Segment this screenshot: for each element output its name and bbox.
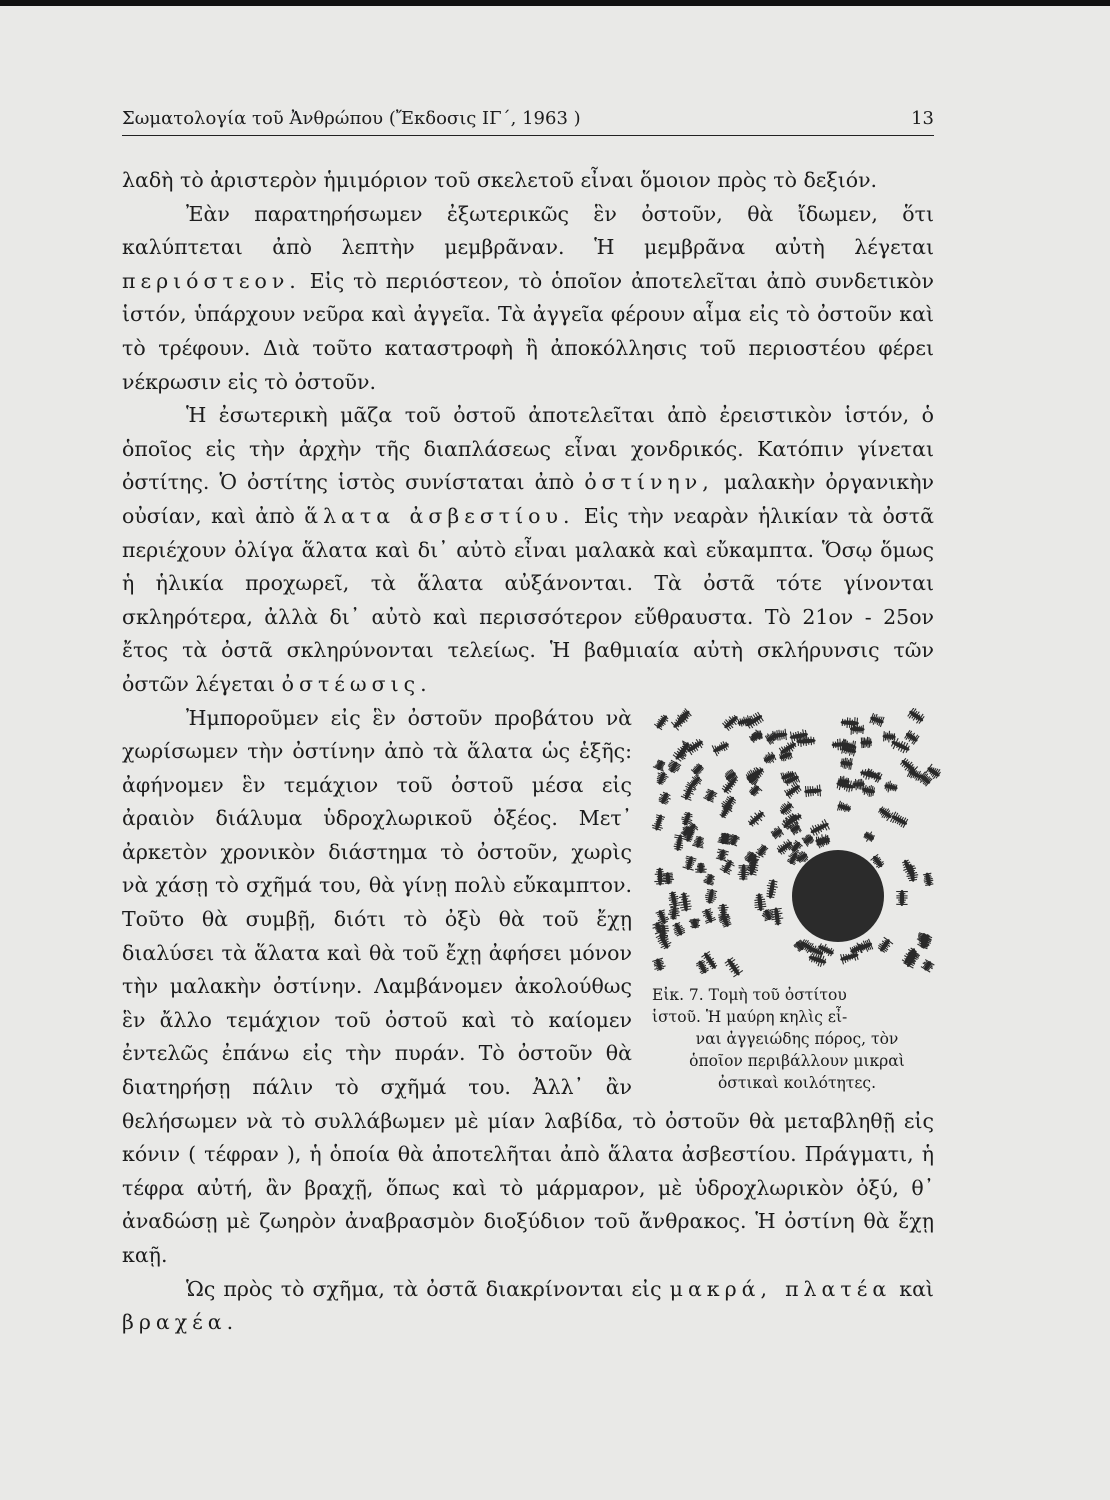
bone-tissue-illustration: [650, 708, 942, 978]
book-page: [122, 108, 934, 1340]
page-header: [122, 108, 934, 136]
figure-caption: [644, 984, 942, 1094]
paragraph-5: Ὡς πρὸς τὸ σχῆμα, τὰ ὀστᾶ διακρίνονται εἰς μακρά, πλατέα καὶ βραχέα.: [122, 1276, 934, 1335]
page-body: [122, 164, 934, 1340]
term-alata: ἅλατα ἀσβεστίου.: [304, 503, 575, 528]
page-number: 13: [911, 108, 934, 129]
paragraph-1: λαδὴ τὸ ἀριστερὸν ἡμιμόριον τοῦ σκελετοῦ εἶναι ὅμοιον πρὸς τὸ δεξιόν.: [122, 168, 878, 192]
caption-line: ἱστοῦ. Ἡ μαύρη κηλὶς εἶ-: [652, 1007, 848, 1026]
figure-7: [644, 708, 942, 1094]
scan-top-border: [0, 0, 1110, 6]
paragraph-4: Ἠμποροῦμεν εἰς ἓν ὀστοῦν προβάτου νὰ χωρίσωμεν τὴν ὀστίνην ἀπὸ τὰ ἅλατα ὡς ἑξῆς: ἀφήνομεν ἓν τεμάχιον τοῦ ὀστοῦ μέσα εἰς ἀραιὸν διάλυμα ὑδροχλωρικοῦ ὀξέος. Μετ᾽ ἀρκετὸν χρονικὸν διάστημα τὸ ὀστοῦν, χωρὶς νὰ χάσῃ τὸ σχῆμά του, θὰ γίνῃ πολὺ εὔκαμπτον. Τοῦτο θὰ συμβῇ, διότι τὸ ὀξὺ θὰ τοῦ ἔχῃ διαλύσει τὰ ἅλατα καὶ θὰ τοῦ ἔχῃ ἀφήσει μόνον τὴν μαλακὴν ὀστίνην. Λαμβάνομεν ἀκολούθως ἓν ἄλλο τεμάχιον τοῦ ὀστοῦ καὶ τὸ καίομεν ἐντελῶς ἐπάνω εἰς τὴν πυράν. Τὸ ὀστοῦν θὰ διατηρήσῃ πάλιν τὸ σχῆμά του. Ἀλλ᾽ ἂν θελήσωμεν νὰ τὸ συλλάβωμεν μὲ μίαν λαβίδα, τὸ ὀστοῦν θὰ μεταβληθῇ εἰς κόνιν ( τέφραν ), ἡ ὁποία θὰ ἀποτελῆται ἀπὸ ἅλατα ἀσβεστίου. Πράγματι, ἡ τέφρα αὐτή, ἂν βραχῇ, ὅπως καὶ τὸ μάρμαρον, μὲ ὑδροχλωρικὸν ὀξύ, θ᾽ ἀναδώσῃ μὲ ζωηρὸν ἀναβρασμὸν διοξύδιον τοῦ ἄνθρακος. Ἡ ὀστίνη θὰ ἔχῃ καῇ.: [122, 705, 934, 1267]
term-periosteon: περιόστεον.: [122, 268, 301, 293]
paragraph-2: Ἐὰν παρατηρήσωμεν ἐξωτερικῶς ἓν ὀστοῦν, θὰ ἴδωμεν, ὅτι καλύπτεται ἀπὸ λεπτὴν μεμβρᾶναν. Ἡ μεμβρᾶνα αὐτὴ λέγεται περιόστεον. Εἰς τὸ περιόστεον, τὸ ὁποῖον ἀποτελεῖται ἀπὸ συνδετικὸν ἱστόν, ὑπάρχουν νεῦρα καὶ ἀγγεῖα. Τὰ ἀγγεῖα φέρουν αἷμα εἰς τὸ ὀστοῦν καὶ τὸ τρέφουν. Διὰ τοῦτο καταστροφὴ ἢ ἀποκόλλησις τοῦ περιοστέου φέρει νέκρωσιν εἰς τὸ ὀστοῦν.: [122, 201, 934, 394]
term-osteosis: ὀστέωσις.: [281, 671, 432, 696]
term-shapes: μακρά, πλατέα: [669, 1276, 892, 1301]
vascular-pore: [792, 850, 884, 942]
running-title: Σωματολογία τοῦ Ἀνθρώπου (Ἔκδοσις ΙΓ΄, 1963 ): [122, 108, 581, 129]
caption-line: ὁποῖον περιβάλλουν μικραὶ: [689, 1051, 905, 1070]
caption-line: ὀστικαὶ κοιλότητες.: [717, 1073, 877, 1092]
paragraph-3: Ἡ ἐσωτερικὴ μᾶζα τοῦ ὀστοῦ ἀποτελεῖται ἀπὸ ἐρειστικὸν ἱστόν, ὁ ὁποῖος εἰς τὴν ἀρχὴν τῆς διαπλάσεως εἶναι χονδρικός. Κατόπιν γίνεται ὀστίτης. Ὁ ὀστίτης ἱστὸς συνίσταται ἀπὸ ὀστίνην, μαλακὴν ὀργανικὴν οὐσίαν, καὶ ἀπὸ ἅλατα ἀσβεστίου. Εἰς τὴν νεαρὰν ἡλικίαν τὰ ὀστᾶ περιέχουν ὀλίγα ἅλατα καὶ δι᾽ αὐτὸ εἶναι μαλακὰ καὶ εὔκαμπτα. Ὅσῳ ὅμως ἡ ἡλικία προχωρεῖ, τὰ ἅλατα αὐξάνονται. Τὰ ὀστᾶ τότε γίνονται σκληρότερα, ἀλλὰ δι᾽ αὐτὸ καὶ περισσότερον εὔθραυστα. Τὸ 21ον - 25ον ἔτος τὰ ὀστᾶ σκληρύνονται τελείως. Ἡ βαθμιαία αὐτὴ σκλήρυνσις τῶν ὀστῶν λέγεται ὀστέωσις.: [122, 403, 934, 696]
caption-line: ναι ἀγγειώδης πόρος, τὸν: [695, 1029, 899, 1048]
caption-line: Εἰκ. 7. Τομὴ τοῦ ὀστίτου: [652, 985, 847, 1004]
term-ostini: ὀστίνην,: [584, 470, 714, 495]
term-vrachea: βραχέα.: [122, 1310, 239, 1335]
